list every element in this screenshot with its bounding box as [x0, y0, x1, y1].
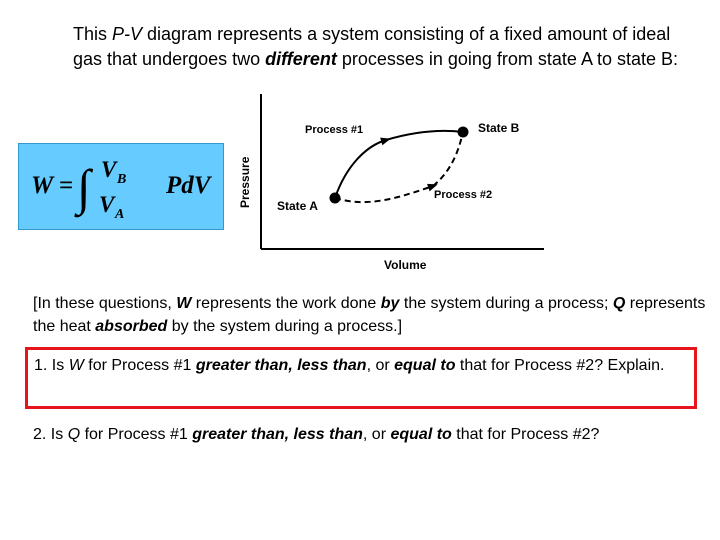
question-1-highlight-box [25, 347, 697, 409]
work-formula-box [18, 143, 224, 230]
definitions-text-5: by the system during a process.] [167, 318, 403, 335]
intro-pv: P-V [112, 24, 143, 44]
formula-upper-b: B [117, 172, 127, 187]
intro-text-2: diagram represents a system consisting of a fixed amount of ideal gas that undergoes two [73, 24, 671, 69]
q2-equal-to: equal to [390, 426, 452, 443]
process-2-label: Process #2 [434, 189, 493, 201]
formula-upper-v: V [101, 157, 117, 182]
formula-w: W [31, 172, 54, 199]
definitions-w: W [176, 295, 192, 312]
state-b-label: State B [478, 121, 520, 135]
state-a-label: State A [277, 199, 318, 213]
q1-text-4: that for Process #2? Explain. [455, 357, 665, 374]
definitions-q: Q [612, 295, 626, 312]
definitions-absorbed: absorbed [95, 318, 168, 335]
definitions-text-2: represents the work done [191, 295, 381, 312]
work-formula [19, 144, 223, 229]
q1-greater-less: greater than, less than [195, 357, 367, 374]
state-a-point [330, 193, 341, 204]
process-1-label: Process #1 [305, 124, 364, 136]
definitions-by: by [380, 295, 400, 312]
intro-paragraph [73, 22, 693, 72]
intro-text-3: processes in going from state A to state B: [336, 49, 679, 69]
formula-equals: = [59, 172, 74, 199]
process-2-curve-end [433, 132, 463, 186]
intro-different: different [265, 49, 337, 69]
process-1-curve-start [335, 140, 386, 198]
q1-equal-to: equal to [394, 357, 456, 374]
question-1 [34, 354, 694, 377]
q1-text-2: for Process #1 [83, 357, 196, 374]
formula-integral: ∫ [77, 159, 91, 215]
formula-lower-a: A [115, 207, 125, 222]
state-b-point [458, 127, 469, 138]
pv-diagram [228, 88, 548, 278]
q1-text-1: 1. Is [34, 357, 69, 374]
definitions-text-3: the system during a process; [399, 295, 613, 312]
q1-text-3: , or [366, 357, 395, 374]
q2-text-4: that for Process #2? [451, 426, 600, 443]
q2-text-1: 2. Is [33, 426, 68, 443]
question-2 [33, 423, 713, 446]
q2-text-2: for Process #1 [80, 426, 193, 443]
formula-lower-v: V [99, 192, 115, 217]
definitions-paragraph [33, 292, 713, 338]
q1-w: W [68, 357, 84, 374]
process-1-curve-end [386, 131, 463, 140]
definitions-text-4: represents the heat [33, 295, 706, 335]
y-axis-label: Pressure [238, 156, 252, 208]
x-axis-label: Volume [384, 258, 427, 272]
process-2-curve-start [335, 186, 433, 202]
intro-text-1: This [73, 24, 113, 44]
q2-greater-less: greater than, less than [192, 426, 363, 443]
q2-text-3: , or [362, 426, 391, 443]
q2-q: Q [67, 426, 81, 443]
formula-integrand: PdV [166, 172, 211, 199]
definitions-text-1: [In these questions, [33, 295, 177, 312]
